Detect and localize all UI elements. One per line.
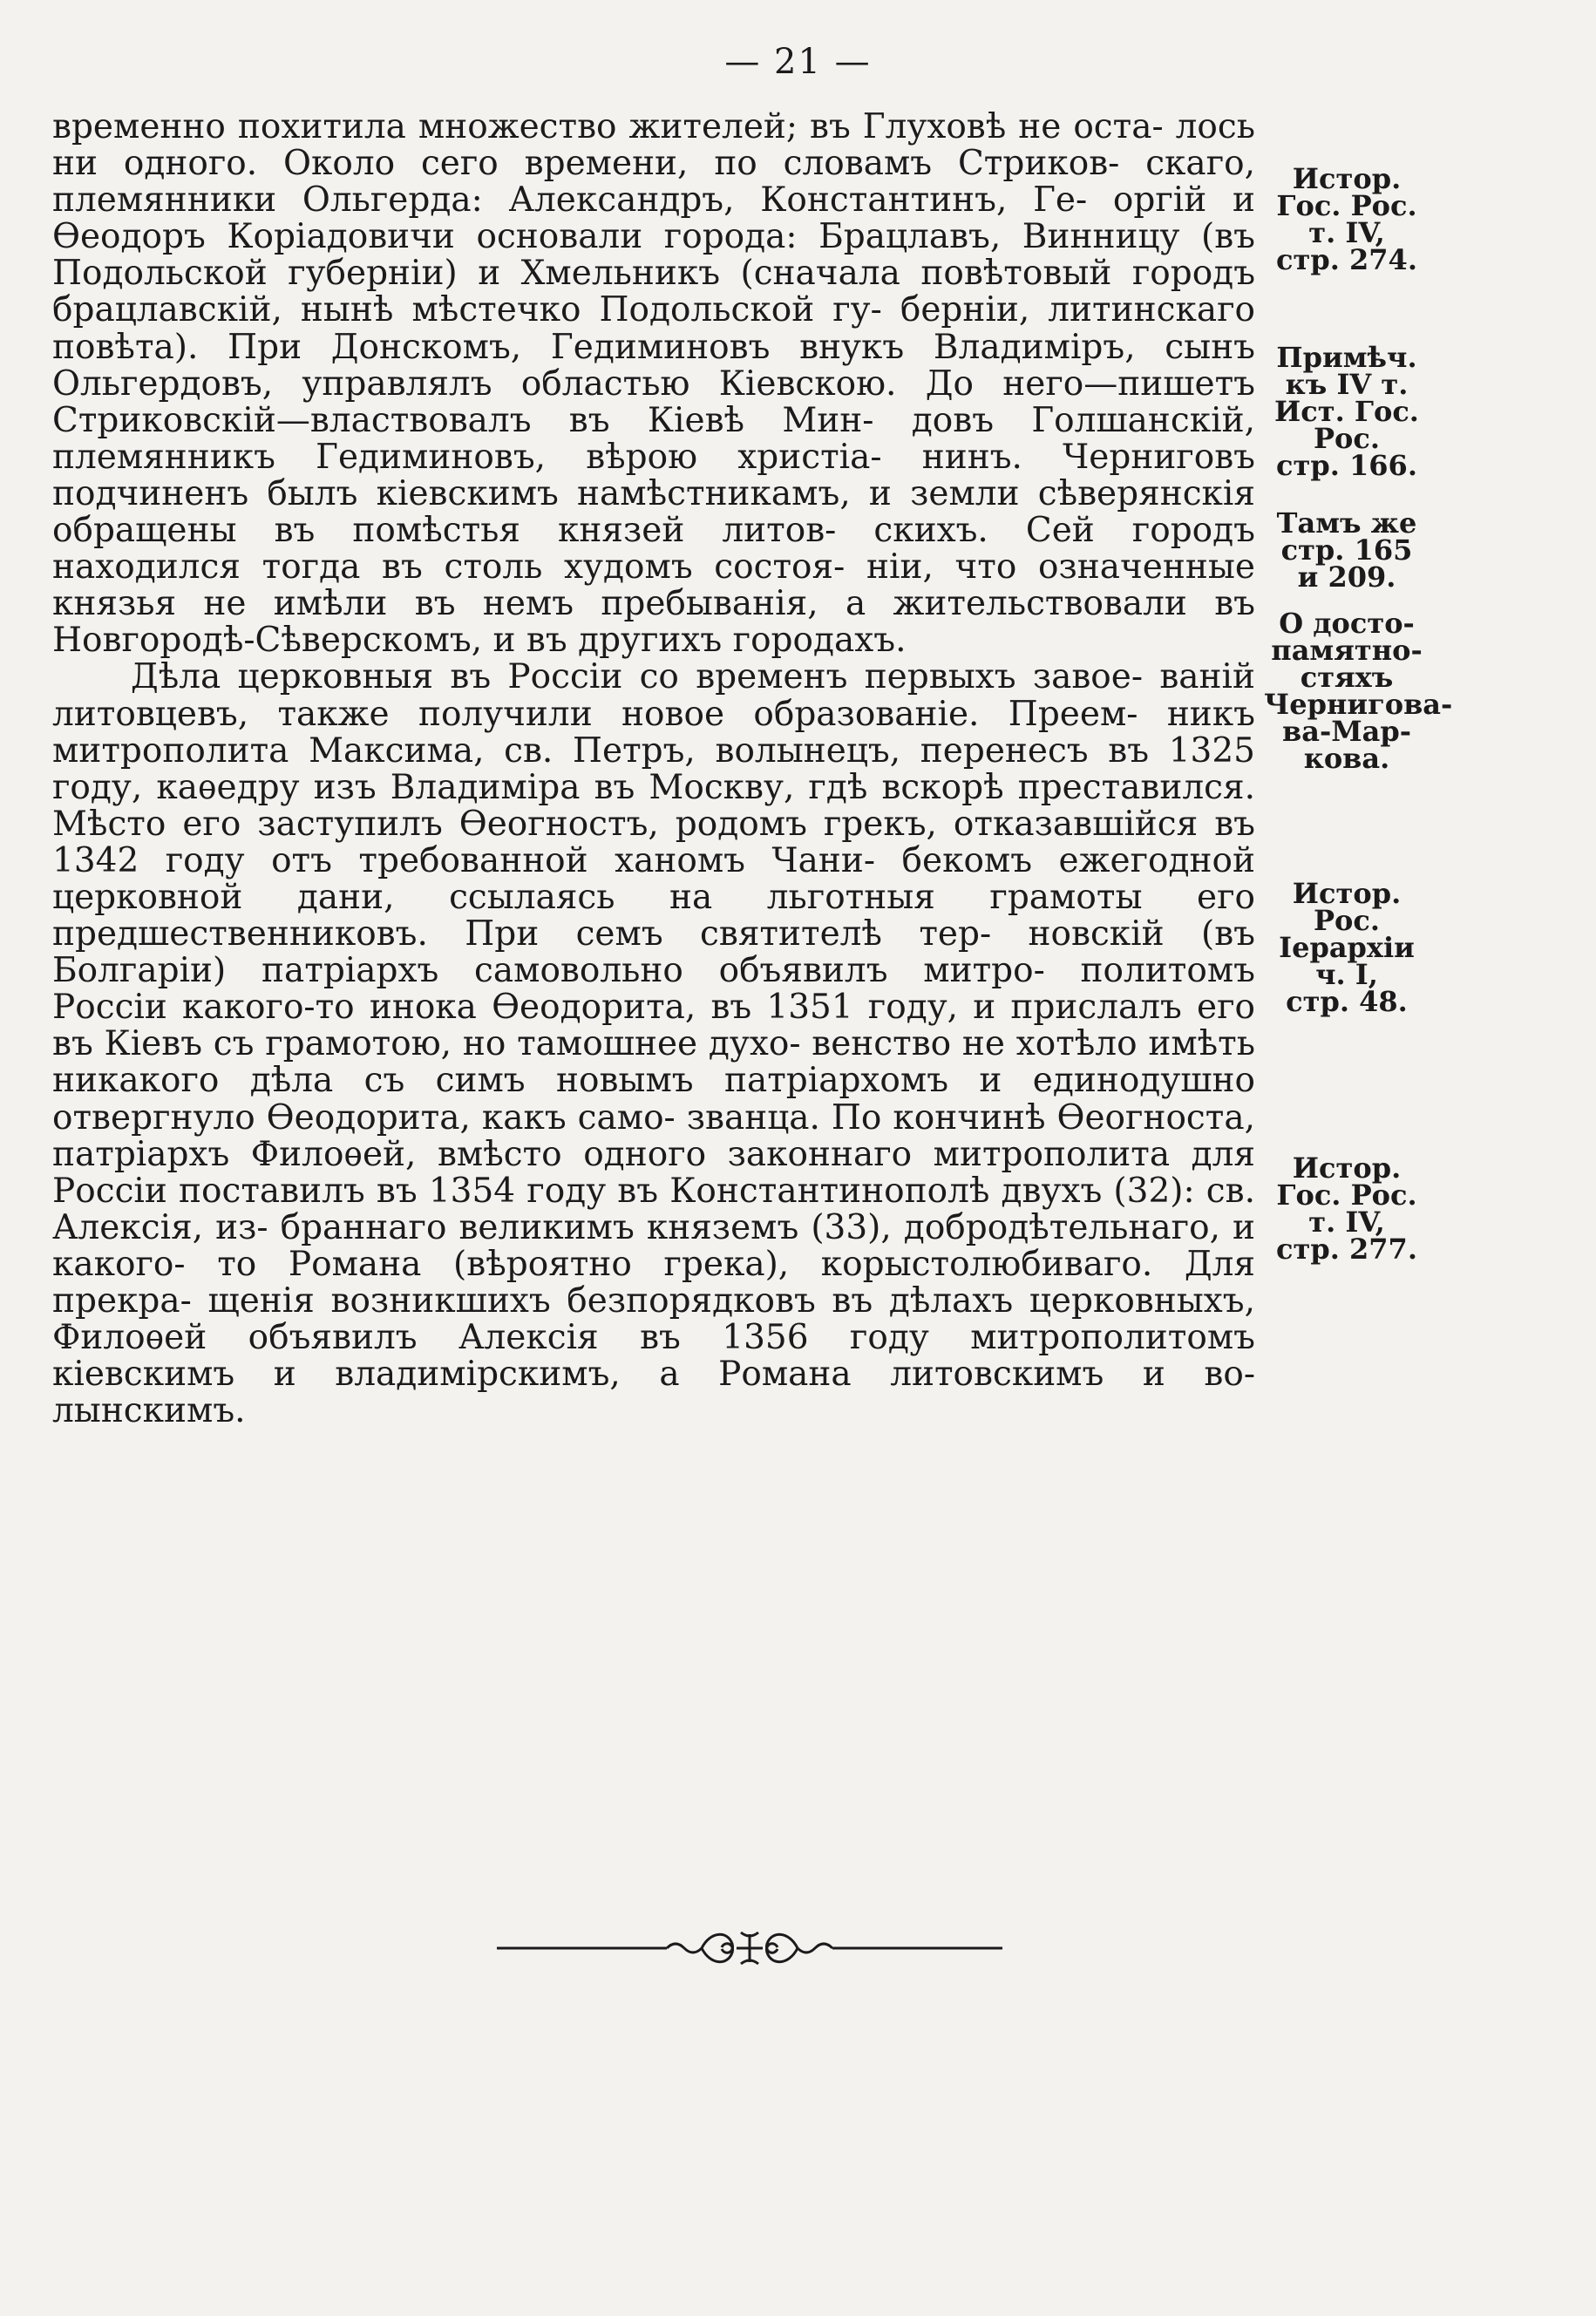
text-line: отказавшійся въ 1342 году отъ требованной ханомъ Чани- bbox=[52, 804, 1255, 880]
margin-note-line: Примѣч. bbox=[1276, 341, 1417, 374]
margin-note-line: Истор. bbox=[1292, 1151, 1402, 1185]
text-line: политомъ Россіи какого-то инока Ѳеодорита, въ 1351 году, bbox=[52, 951, 1255, 1028]
margin-note-line: Гос. Рос. bbox=[1276, 189, 1417, 222]
ornament-divider bbox=[488, 1922, 1011, 1974]
text-line: скихъ. Сей городъ находился тогда въ столь худомъ состоя- bbox=[52, 511, 1255, 587]
margin-note-line: памятно- bbox=[1271, 634, 1423, 667]
margin-note-3 bbox=[1264, 506, 1430, 594]
margin-note-1 bbox=[1264, 162, 1430, 276]
margin-note-line: Гос. Рос. bbox=[1276, 1178, 1417, 1212]
margin-note-line: Тамъ же bbox=[1276, 506, 1417, 540]
text-line: скаго, племянники Ольгерда: Александръ, Константинъ, Ге- bbox=[52, 144, 1255, 221]
margin-note-line: Рос. bbox=[1313, 904, 1381, 937]
text-line: берніи, литинскаго повѣта). При Донскомъ, Гедиминовъ внукъ bbox=[52, 290, 1255, 367]
text-line: званца. По кончинѣ Ѳеогноста, патріархъ Филоѳей, вмѣсто bbox=[52, 1097, 1255, 1174]
text-line: и земли сѣверянскія обращены въ помѣстья князей литов- bbox=[52, 473, 1255, 551]
text-line: ніи, что означенные князья не имѣли въ немъ пребыванія, bbox=[52, 547, 1255, 624]
margin-note-line: и 209. bbox=[1297, 560, 1396, 594]
margin-note-line: Истор. bbox=[1292, 877, 1402, 910]
text-line: кіевскимъ и владимірскимъ, а Романа литовскимъ и во- bbox=[52, 1355, 1255, 1395]
paragraph-2 bbox=[52, 659, 1255, 1430]
page-number: — 21 — bbox=[724, 42, 872, 82]
margin-note-line: Истор. bbox=[1292, 162, 1402, 195]
text-line: Дѣла церковныя въ Россіи со временъ первыхъ завое- bbox=[131, 657, 1144, 697]
text-line: грамоты его предшественниковъ. При семъ святителѣ тер- bbox=[52, 877, 1255, 954]
text-line: ваній литовцевъ, также получили новое образованіе. Преем- bbox=[52, 657, 1255, 734]
margin-note-line: ч. I, bbox=[1315, 958, 1378, 991]
text-line: въ 1325 году, каѳедру изъ Владиміра въ Москву, гдѣ вскорѣ bbox=[52, 730, 1255, 807]
margin-note-6 bbox=[1264, 1151, 1430, 1266]
text-line: 1354 году въ Константинополѣ двухъ (32): св. Алексія, из- bbox=[52, 1171, 1255, 1247]
text-line: городахъ. bbox=[732, 621, 907, 661]
text-line: временно похитила множество жителей; въ Глуховѣ не оста- bbox=[52, 107, 1164, 146]
main-text bbox=[52, 109, 1255, 1430]
margin-note-line: стр. 277. bbox=[1276, 1233, 1417, 1266]
text-line: а жительствовали въ Новгородѣ-Сѣверскомъ, и въ другихъ bbox=[52, 584, 1255, 661]
margin-note-line: стяхъ bbox=[1300, 661, 1394, 694]
paragraph-1 bbox=[52, 109, 1255, 659]
margin-note-line: О досто- bbox=[1279, 607, 1415, 640]
text-line: новскій (въ Болгаріи) патріархъ самовольно объявилъ митро- bbox=[52, 914, 1255, 991]
margin-note-line: ва-Мар- bbox=[1281, 715, 1412, 748]
text-line: Винницу (въ Подольской губерніи) и Хмельникъ (сначала bbox=[52, 217, 1255, 294]
margin-note-line: т. IV, bbox=[1308, 216, 1385, 249]
text-line: лынскимъ. bbox=[52, 1391, 246, 1431]
margin-note-line: Чернигова- bbox=[1264, 688, 1453, 721]
margin-note-line: Ист. Гос. bbox=[1274, 395, 1419, 428]
text-line: бекомъ ежегодной церковной дани, ссылаясь на льготныя bbox=[52, 840, 1255, 917]
margin-note-5 bbox=[1264, 877, 1430, 1018]
text-line: патріархомъ и единодушно отвергнуло Ѳеодорита, какъ само- bbox=[52, 1061, 1255, 1138]
text-line: нинъ. Черниговъ подчиненъ былъ кіевскимъ намѣстникамъ, bbox=[52, 437, 1255, 513]
text-line: браннаго великимъ княземъ (33), добродѣтельнаго, и какого- bbox=[52, 1207, 1255, 1284]
text-line: одного законнаго митрополита для Россіи поставилъ въ bbox=[52, 1134, 1255, 1211]
text-line: лось ни одного. Около сего времени, по словамъ Стриков- bbox=[52, 107, 1255, 184]
margin-note-line: кова. bbox=[1303, 742, 1390, 775]
text-line: повѣтовый городъ брацлавскій, нынѣ мѣстечко Подольской гу- bbox=[52, 254, 1256, 330]
margin-note-line: стр. 165 bbox=[1280, 533, 1413, 567]
text-line: оргій и Ѳеодоръ Коріадовичи основали города: Брацлавъ, bbox=[52, 180, 1255, 257]
margin-note-4 bbox=[1264, 607, 1453, 775]
margin-note-line: Іерархіи bbox=[1279, 931, 1415, 964]
text-line: довъ Голшанскій, племянникъ Гедиминовъ, вѣрою христіа- bbox=[52, 400, 1255, 477]
text-line: Владиміръ, сынъ Ольгердовъ, управлялъ областью Кіевскою. bbox=[52, 327, 1255, 404]
text-line: преставился. Мѣсто его заступилъ Ѳеогностъ, родомъ грекъ, bbox=[52, 767, 1255, 844]
margin-note-line: стр. 48. bbox=[1286, 985, 1408, 1018]
margin-note-line: къ IV т. bbox=[1285, 368, 1409, 401]
text-line: Филоѳей объявилъ Алексія въ 1356 году митрополитомъ bbox=[52, 1318, 1255, 1358]
margin-note-line: стр. 166. bbox=[1276, 449, 1417, 482]
text-line: До него—пишетъ Стриковскій—властвовалъ въ Кіевѣ Мин- bbox=[52, 363, 1255, 440]
text-line: щенія возникшихъ безпорядковъ въ дѣлахъ церковныхъ, bbox=[207, 1281, 1255, 1321]
margin-note-line: Рос. bbox=[1313, 422, 1381, 455]
margin-note-line: стр. 274. bbox=[1276, 243, 1417, 276]
text-line: и прислалъ его въ Кіевъ съ грамотою, но тамошнее духо- bbox=[52, 988, 1255, 1064]
margin-note-2 bbox=[1264, 341, 1430, 482]
margin-note-line: т. IV, bbox=[1308, 1206, 1385, 1239]
text-line: никъ митрополита Максима, св. Петръ, волынецъ, перенесъ bbox=[52, 694, 1255, 771]
text-line: венство не хотѣло имѣть никакого дѣла съ симъ новымъ bbox=[52, 1024, 1255, 1101]
text-line: то Романа (вѣроятно грека), корыстолюбиваго. Для прекра- bbox=[52, 1244, 1255, 1321]
